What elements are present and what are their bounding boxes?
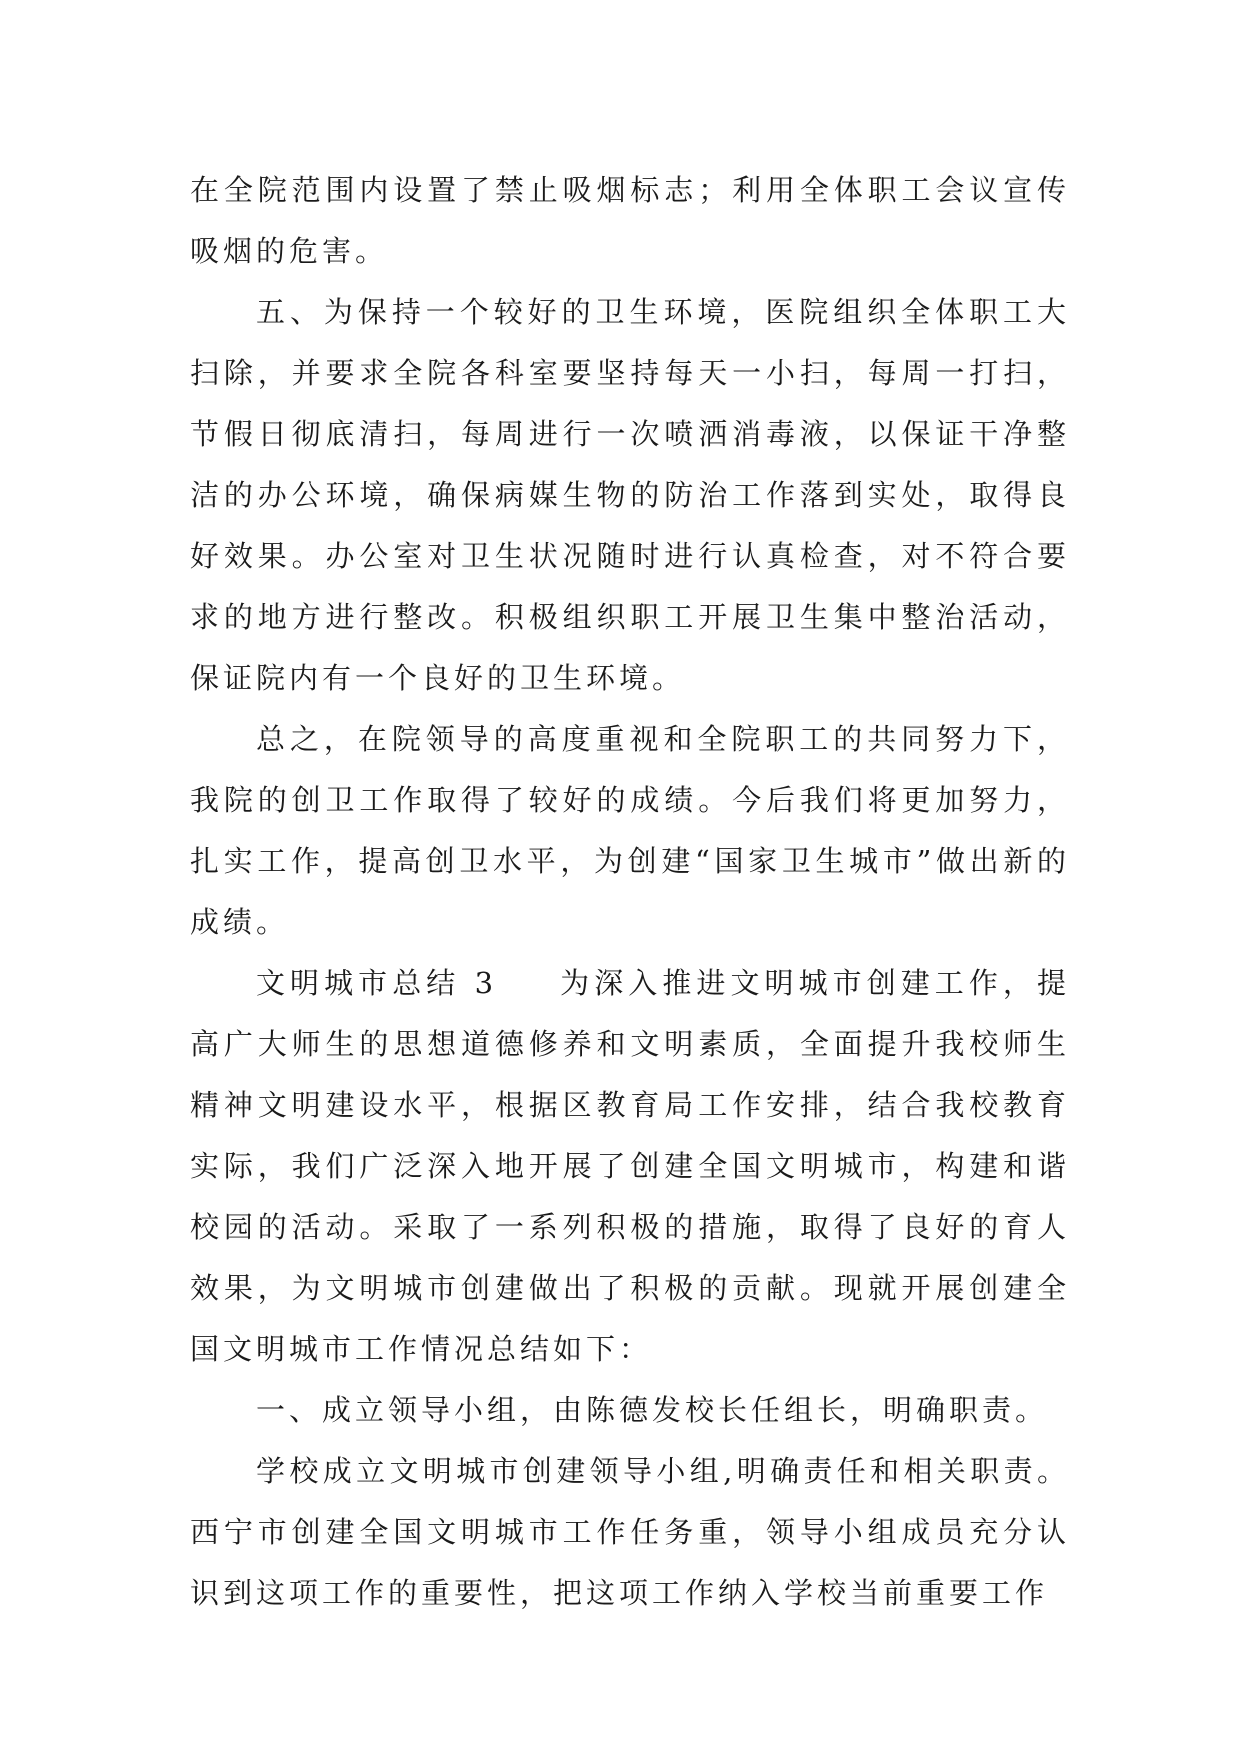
section-intro-text: 为深入推进文明城市创建工作，提高广大师生的思想道德修养和文明素质，全面提升我校师生精神文明建设水平，根据区教育局工作安排，结合我校教育实际，我们广泛深入地开展了创建全国文明城市，构建和谐校园的活动。采取了一系列积极的措施，取得了良好的育人效果，为文明城市创建做出了积极的贡献。现就开展创建全国文明城市工作情况总结如下： <box>190 966 1070 1366</box>
paragraph-civilized-city-summary <box>190 953 1070 1380</box>
paragraph-conclusion: 总之，在院领导的高度重视和全院职工的共同努力下，我院的创卫工作取得了较好的成绩。今后我们将更加努力，扎实工作，提高创卫水平，为创建“国家卫生城市”做出新的成绩。 <box>190 722 1070 939</box>
document-body <box>190 160 1070 1624</box>
paragraph-leadership-duties: 学校成立文明城市创建领导小组,明确责任和相关职责。西宁市创建全国文明城市工作任务重，领导小组成员充分认识到这项工作的重要性，把这项工作纳入学校当前重要工作 <box>190 1454 1070 1610</box>
paragraph-leadership-group: 一、成立领导小组，由陈德发校长任组长，明确职责。 <box>256 1393 1049 1427</box>
paragraph-sanitation: 五、为保持一个较好的卫生环境，医院组织全体职工大扫除，并要求全院各科室要坚持每天一小扫，每周一打扫，节假日彻底清扫，每周进行一次喷洒消毒液，以保证干净整洁的办公环境，确保病媒生物的防治工作落到实处，取得良好效果。办公室对卫生状况随时进行认真检查，对不符合要求的地方进行整改。积极组织职工开展卫生集中整治活动，保证院内有一个良好的卫生环境。 <box>190 295 1070 695</box>
section-heading: 文明城市总结 3 <box>256 966 498 1000</box>
paragraph-smoking: 在全院范围内设置了禁止吸烟标志；利用全体职工会议宣传吸烟的危害。 <box>190 173 1070 268</box>
